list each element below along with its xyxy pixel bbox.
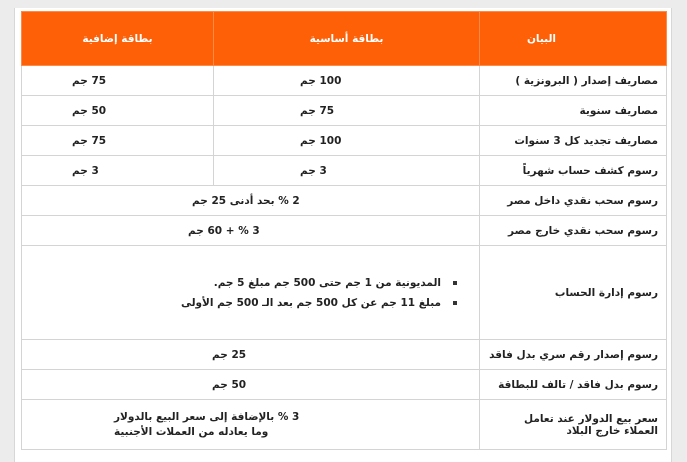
row-label: مصاريف سنوية bbox=[480, 96, 667, 126]
table-row bbox=[22, 156, 667, 186]
row-label: سعر بيع الدولار عند تعامل العملاء خارج البلاد bbox=[480, 400, 667, 450]
fx-rate-line: 3 % بالإضافة إلى سعر البيع بالدولار bbox=[114, 411, 300, 423]
extra-value: 50 جم bbox=[22, 96, 214, 126]
row-label: رسوم سحب نقدي خارج مصر bbox=[480, 216, 667, 246]
basic-value: 3 جم bbox=[214, 156, 480, 186]
withdraw-in-value: 2 % بحد أدنى 25 جم bbox=[22, 186, 480, 216]
list-item: المديونية من 1 جم حتى 500 جم مبلغ 5 جم. bbox=[30, 277, 459, 289]
extra-value: 3 جم bbox=[22, 156, 214, 186]
row-label: مصاريف تجديد كل 3 سنوات bbox=[480, 126, 667, 156]
row-label: رسوم إدارة الحساب bbox=[480, 246, 667, 340]
table-row bbox=[22, 400, 667, 450]
list-item: مبلغ 11 جم عن كل 500 جم بعد الـ 500 جم الأولى bbox=[30, 297, 459, 309]
header-basic-card: بطاقة أساسية bbox=[214, 12, 480, 66]
basic-value: 100 جم bbox=[214, 66, 480, 96]
withdraw-out-value: 3 % + 60 جم bbox=[22, 216, 480, 246]
pin-replace-value: 25 جم bbox=[22, 340, 480, 370]
row-label: رسوم سحب نقدي داخل مصر bbox=[480, 186, 667, 216]
row-label: رسوم كشف حساب شهرياً bbox=[480, 156, 667, 186]
row-label: مصاريف إصدار ( البرونزية ) bbox=[480, 66, 667, 96]
card-replace-value: 50 جم bbox=[22, 370, 480, 400]
fx-rate-value bbox=[22, 400, 480, 450]
account-mgmt-list bbox=[22, 246, 480, 340]
header-description: البيان bbox=[480, 12, 667, 66]
basic-value: 100 جم bbox=[214, 126, 480, 156]
basic-value: 75 جم bbox=[214, 96, 480, 126]
table-row bbox=[22, 340, 667, 370]
table-row bbox=[22, 370, 667, 400]
fees-sheet bbox=[14, 8, 672, 462]
extra-value: 75 جم bbox=[22, 126, 214, 156]
row-label: رسوم إصدار رقم سري بدل فاقد bbox=[480, 340, 667, 370]
row-label: رسوم بدل فاقد / تالف للبطاقة bbox=[480, 370, 667, 400]
extra-value: 75 جم bbox=[22, 66, 214, 96]
table-row bbox=[22, 246, 667, 340]
header-extra-card: بطاقة إضافية bbox=[22, 12, 214, 66]
fx-rate-line: وما يعادله من العملات الأجنبية bbox=[114, 426, 269, 438]
fees-table bbox=[21, 11, 667, 450]
table-row bbox=[22, 96, 667, 126]
table-header-row bbox=[22, 12, 667, 66]
table-row bbox=[22, 186, 667, 216]
table-row bbox=[22, 66, 667, 96]
table-row bbox=[22, 126, 667, 156]
table-row bbox=[22, 216, 667, 246]
